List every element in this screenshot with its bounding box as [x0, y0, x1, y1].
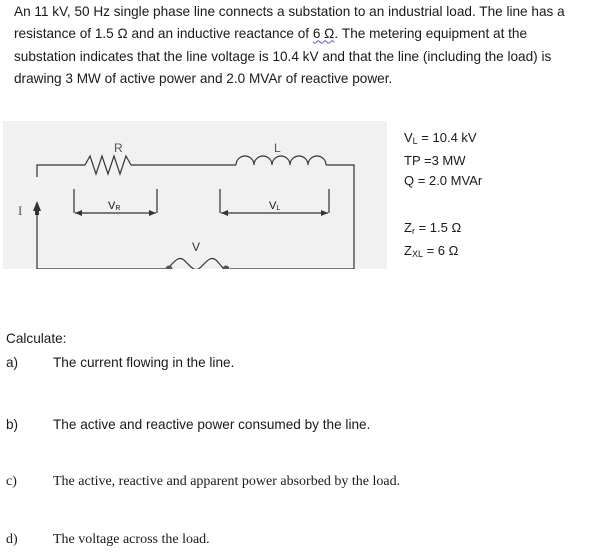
- question-text: The active, reactive and apparent power absorbed by the load.: [53, 474, 401, 489]
- param-reactive-power: Q = 2.0 MVAr: [404, 173, 483, 188]
- vr-label: [108, 200, 120, 212]
- question-label: d): [6, 532, 18, 547]
- param-vl-subscript: L: [412, 136, 418, 146]
- question-text: The voltage across the load.: [53, 532, 210, 547]
- resistor-label: R: [114, 141, 123, 155]
- vl-arrow-left: [221, 210, 228, 216]
- param-zr-subscript: r: [411, 226, 415, 236]
- vl-label-main: V: [269, 200, 277, 212]
- given-values: [404, 128, 482, 264]
- question-label: b): [6, 417, 19, 432]
- question-label: a): [6, 355, 19, 370]
- intro-line-1: An 11 kV, 50 Hz single phase line connects a substation to an industrial load. The line has a: [14, 4, 565, 19]
- param-resistance: [404, 218, 482, 241]
- vl-label: [269, 200, 280, 212]
- param-total-power: TP =3 MW: [404, 153, 466, 168]
- circuit-diagram: [3, 121, 387, 269]
- resistor-zigzag: [85, 156, 131, 174]
- current-label: I: [18, 203, 23, 218]
- vl-label-sub: L: [276, 205, 281, 212]
- intro-line-2: [14, 23, 604, 45]
- vl-arrow-right: [321, 210, 328, 216]
- top-left-wire: [37, 165, 85, 177]
- param-reactance: [404, 241, 482, 264]
- problem-statement: [14, 1, 604, 90]
- param-vl-symbol: V: [404, 130, 413, 145]
- calculate-heading: Calculate:: [6, 331, 67, 346]
- question-label: c): [6, 474, 17, 489]
- right-wire: [326, 165, 354, 269]
- param-zr-symbol: Z: [404, 220, 412, 235]
- source-terminal-left: [166, 266, 173, 270]
- intro-line-2-end: . The metering equipment at the: [334, 26, 528, 42]
- param-line-voltage: [404, 128, 482, 151]
- param-zr-value: = 1.5 Ω: [414, 220, 462, 235]
- question-text: The active and reactive power consumed by the line.: [53, 417, 371, 432]
- intro-line-4: drawing 3 MW of active power and 2.0 MVAr of reactive power.: [14, 70, 393, 86]
- param-vl-value: = 10.4 kV: [417, 130, 477, 145]
- ac-source-wave: [169, 259, 223, 269]
- current-arrow-stem: [35, 209, 39, 215]
- source-terminal-right: [223, 266, 230, 270]
- param-zxl-value: = 6 Ω: [422, 243, 459, 258]
- spellcheck-underlined-text: 6 Ω: [312, 26, 335, 42]
- inductor-coil: [236, 156, 326, 165]
- vr-label-main: V: [108, 200, 116, 212]
- source-label: V: [192, 240, 201, 254]
- question-text: The current flowing in the line.: [53, 355, 235, 370]
- vr-arrow-left: [75, 210, 82, 216]
- intro-line-2-start: resistance of 1.5 Ω and an inductive reactance of: [14, 26, 313, 42]
- intro-line-3: substation indicates that the line voltage is 10.4 kV and that the line (including the load) is: [14, 48, 552, 64]
- param-zxl-symbol: Z: [404, 243, 412, 258]
- inductor-label: L: [274, 141, 281, 155]
- vr-label-sub: R: [115, 205, 121, 212]
- vr-arrow-right: [149, 210, 156, 216]
- param-zxl-subscript: XL: [411, 249, 423, 259]
